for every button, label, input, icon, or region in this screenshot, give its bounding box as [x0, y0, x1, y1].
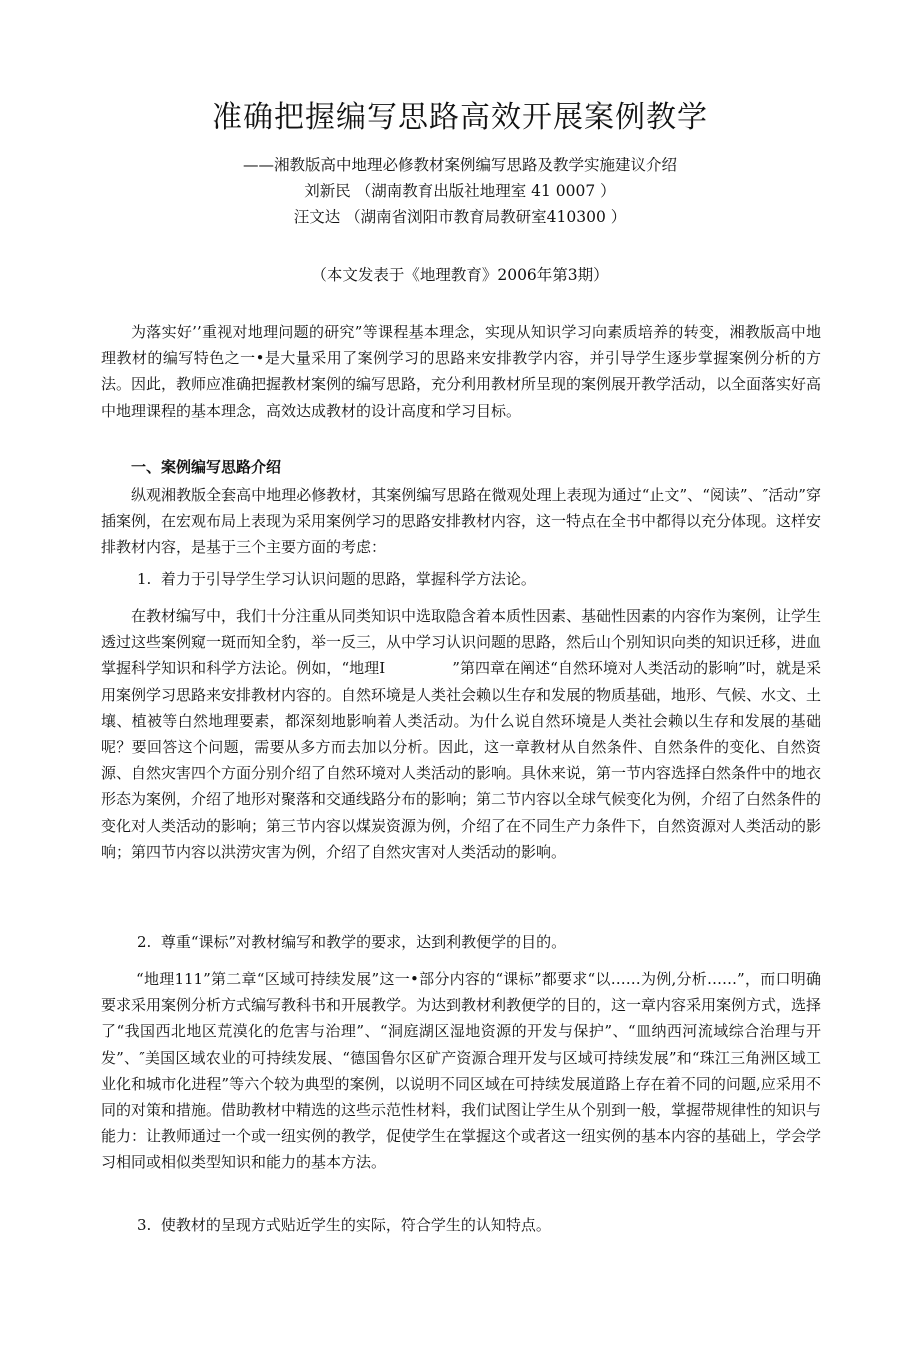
intro-paragraph: 为落实好’’重视对地理问题的研究”等课程基本理念，实现从知识学习向素质培养的转变，湘教版高中地理教材的编写特色之一•是大量采用了案例学习的思路来安排教学内容，并引导学生逐步掌握案例分析的方法。因此，教师应准确把握教材案例的编写思路，充分利用教材所呈现的案例展开教学活动，以全面落实好高中地理课程的基本理念，高效达成教材的设计高度和学习目标。	[101, 323, 822, 420]
numbered-item-3: 3. 使教材的呈现方式贴近学生的实际，符合学生的认知特点。	[137, 1216, 551, 1234]
paragraph-3-block	[101, 603, 821, 865]
author-line-2: 汪文达 （湖南省浏阳市教育局教研室410300 ）	[293, 208, 627, 226]
numbered-item-1: 1. 着力于引导学生学习认识问题的思路，掌握科学方法论。	[137, 570, 536, 588]
section-heading-1: 一、案例编写思路介绍	[131, 458, 282, 476]
section-heading-block	[101, 454, 821, 480]
item-2-block	[101, 929, 821, 955]
paragraph-3: 在教材编写中，我们十分注重从同类知识中选取隐含着本质性因素、基础性因素的内容作为案例，让学生透过这些案例窥一斑而知全豹，举一反三，从中学习认识问题的思路，然后山个别知识向类的知识迁移，进血掌握科学知识和科学方法论。例如，“地理I ”第四章在阐述“自然环境对人类活动的影响”吋，就是采用案例学习思路来安排教材内容的。自然环境是人类社会赖以生存和发展的物质基础，地形、气候、水文、土壤、植被等白然地理要素，都深刻地影响着人类活动。为什么说自然环境是人类社会赖以生存和发展的基础呢？要回答这个问题，需要从多方而去加以分析。因此，这一章教材从自然条件、自然条件的变化、自然资源、自然灾害四个方面分别介绍了自然环境对人类活动的影响。具休来说，第一节内容选择白然条件中的地衣形态为案例，介绍了地形对聚落和交通线路分布的影响；第二节内容以全球气候变化为例，介绍了白然条件的变化对人类活动的影响；第三节内容以煤炭资源为例，介绍了在不同生产力条件下，自然资源对人类活动的影响；第四节内容以洪涝灾害为例，介绍了自然灾害对人类活动的影响。	[101, 607, 822, 861]
author-line-1: 刘新民 （湖南教育出版社地理室 41 0007 ）	[304, 182, 616, 200]
paragraph-4-block	[101, 966, 821, 1176]
publication-note: （本文发表于《地理教育》2006年第3期）	[311, 266, 609, 284]
paragraph-4: “地理111”第二章“区域可持续发展”这一•部分内容的“课标”都要求“以……为例,分析……”，而口明确要求采用案例分析方式编写教科书和开展教学。为达到教材利教便学的目的，这一章内容采用案例方式，选择了“我国西北地区荒漠化的危害与治理”、“洞庭湖区湿地资源的开发与保护”、“皿纳西河流域综合治理与开发”、″美国区域农业的可持续发展、“德国鲁尔区矿产资源合理开发与区域可持续发展”和“珠江三角洲区域工业化和城市化进程”等六个较为典型的案例，以说明不同区域在可持续发展道路上存在着不同的问题,应采用不同的对策和措施。借助教材中精选的这些示范性材料，我们试图让学生从个别到一般，掌握带规律性的知识与能力：让教师通过一个或一纽实例的教学，促使学生在掌握这个或者这一纽实例的基本内容的基础上，学会学习相同或相似类型知识和能力的基本方法。	[101, 970, 822, 1172]
paragraph-2: 纵观湘教版全套高中地理必修教材，其案例编写思路在微观处理上表现为通过“止文”、“阅读”、″活动”穿插案例，在宏观布局上表现为采用案例学习的思路安排教材内容，这一特点在全书中都得以充分体现。这样安排教材内容，是基于三个主要方面的考虑：	[101, 486, 822, 557]
numbered-item-2: 2. 尊重“课标”对教材编写和教学的要求，达到利教便学的目的。	[137, 933, 567, 951]
item-1-block	[101, 566, 821, 592]
paragraph-2-block	[101, 482, 821, 561]
item-3-block	[101, 1212, 821, 1238]
intro-section	[101, 319, 821, 424]
document-subtitle: ——湘教版高中地理必修教材案例编写思路及教学实施建议介绍	[242, 156, 677, 174]
document-title: 准确把握编写思路高效开展案例教学	[212, 100, 708, 135]
